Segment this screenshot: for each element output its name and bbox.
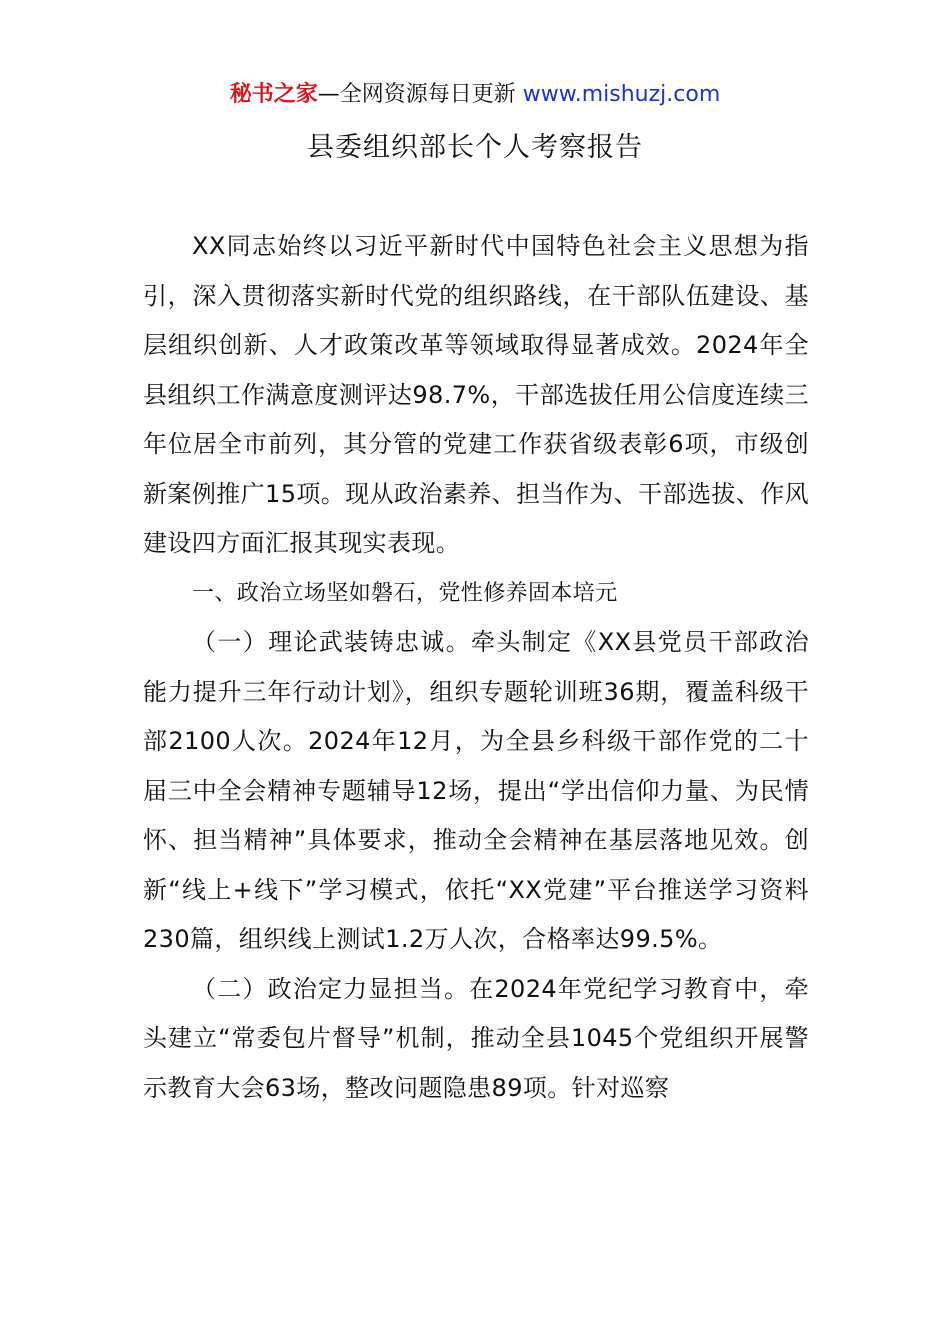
document-body — [143, 222, 809, 1113]
site-tagline: —全网资源每日更新 — [317, 82, 516, 107]
subsection-paragraph: （二）政治定力显担当。在2024年党纪学习教育中，牵头建立“常委包片督导”机制，推动全县1045个党组织开展警示教育大会63场，整改问题隐患89项。针对巡察 — [143, 974, 809, 1102]
site-url-link[interactable]: www.mishuzj.com — [522, 82, 721, 107]
site-header — [0, 78, 950, 112]
intro-paragraph: XX同志始终以习近平新时代中国特色社会主义思想为指引，深入贯彻落实新时代党的组织路线，在干部队伍建设、基层组织创新、人才政策改革等领域取得显著成效。2024年全县组织工作满意度测评达98.7%，干部选拔任用公信度连续三年位居全市前列，其分管的党建工作获省级表彰6项，市级创新案例推广15项。现从政治素养、担当作为、干部选拔、作风建设四方面汇报其现实表现。 — [143, 232, 809, 557]
site-brand: 秘书之家 — [229, 82, 318, 107]
section-heading: 一、政治立场坚如磐石，党性修养固本培元 — [192, 580, 618, 606]
document-title: 县委组织部长个人考察报告 — [307, 132, 643, 163]
subsection-paragraph: （一）理论武装铸忠诚。牵头制定《XX县党员干部政治能力提升三年行动计划》，组织专题轮训班36期，覆盖科级干部2100人次。2024年12月，为全县乡科级干部作党的二十届三中全会精神专题辅导12场，提出“学出信仰力量、为民情怀、担当精神”具体要求，推动全会精神在基层落地见效。创新“线上+线下”学习模式，依托“XX党建”平台推送学习资料230篇，组织线上测试1.2万人次，合格率达99.5%。 — [143, 628, 809, 953]
